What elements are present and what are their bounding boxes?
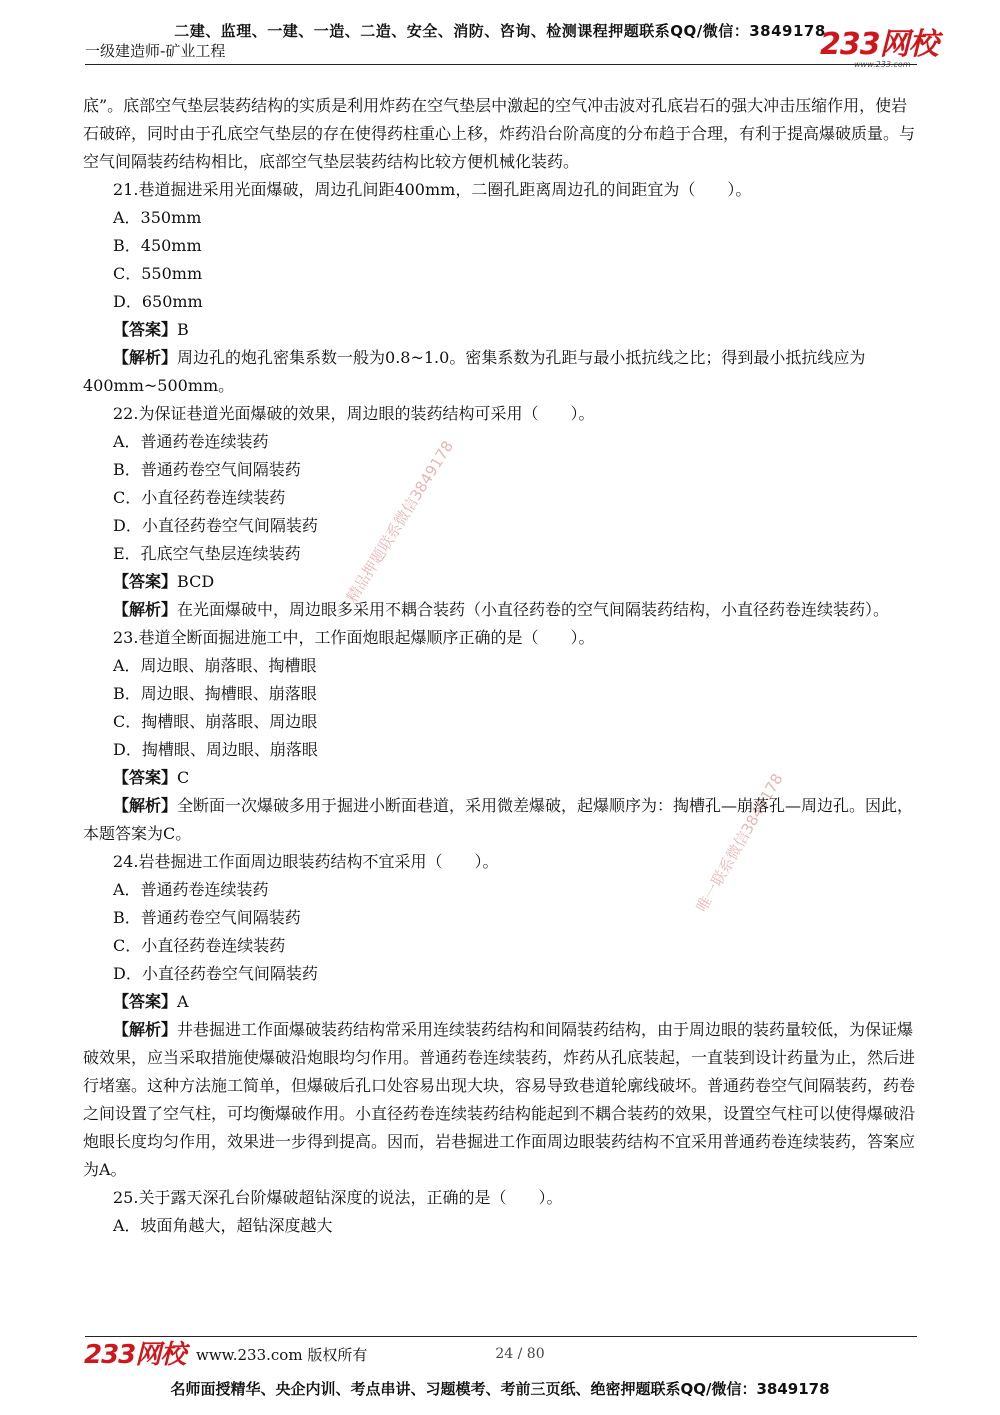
page-number: 24 / 80 xyxy=(495,1346,545,1362)
analysis-text: 井巷掘进工作面爆破装药结构常采用连续装药结构和间隔装药结构，由于周边眼的装药量较低，为保证爆破效果，应当采取措施使爆破沿炮眼均匀作用。普通药卷连续装药，炸药从孔底装起，一直装到设计药量为止，然后进行堵塞。这种方法施工简单，但爆破后孔口处容易出现大块，容易导致巷道轮廓线破坏。普通药卷空气间隔装药，药卷之间设置了空气柱，可均衡爆破作用。小直径药卷连续装药结构能起到不耦合装药的效果，设置空气柱可以使得爆破沿炮眼长度均匀作用，效果进一步得到提高。因而，岩巷掘进工作面周边眼装药结构不宜采用普通药卷连续装药，答案应为A。 xyxy=(83,1020,916,1179)
question-stem: 23.巷道全断面掘进施工中，工作面炮眼起爆顺序正确的是（ ）。 xyxy=(113,628,595,647)
answer-value: BCD xyxy=(177,572,215,591)
option: D．小直径药卷空气间隔装药 xyxy=(113,516,318,535)
analysis-text: 全断面一次爆破多用于掘进小断面巷道，采用微差爆破，起爆顺序为：掏槽孔—崩落孔—周边孔。因此，本题答案为C。 xyxy=(83,796,914,843)
option: A．坡面角越大，超钻深度越大 xyxy=(113,1216,333,1235)
answer-line xyxy=(83,316,919,344)
option: E．孔底空气垫层连续装药 xyxy=(113,544,301,563)
answer-value: C xyxy=(177,768,190,787)
analysis-line xyxy=(83,344,919,400)
watermark: 精品押题联系微信3849178 xyxy=(342,437,458,606)
question-23 xyxy=(83,624,919,848)
option: B．周边眼、掏槽眼、崩落眼 xyxy=(113,684,317,703)
answer-label: 【答案】 xyxy=(113,992,178,1011)
analysis-line xyxy=(83,792,919,848)
analysis-label: 【解析】 xyxy=(113,600,178,619)
option: A．普通药卷连续装药 xyxy=(113,880,269,899)
logo-text: 233网校 xyxy=(820,27,938,62)
intro-paragraph: 底”。底部空气垫层装药结构的实质是利用炸药在空气垫层中激起的空气冲击波对孔底岩石的强大冲击压缩作用，使岩石破碎，同时由于孔底空气垫层的存在使得药柱重心上移，炸药沿台阶高度的分布趋于合理，有利于提高爆破质量。与空气间隔装药结构相比，底部空气垫层装药结构比较方便机械化装药。 xyxy=(83,96,916,171)
analysis-label: 【解析】 xyxy=(113,1020,178,1039)
brand-logo-bottom: 233网校 xyxy=(84,1340,186,1370)
analysis-line xyxy=(83,1016,919,1184)
answer-value: B xyxy=(177,320,189,339)
option: A．周边眼、崩落眼、掏槽眼 xyxy=(113,656,317,675)
analysis-text: 周边孔的炮孔密集系数一般为0.8~1.0。密集系数为孔距与最小抵抗线之比；得到最小抵抗线应为400mm~500mm。 xyxy=(83,348,866,395)
analysis-line xyxy=(83,596,919,624)
header-banner: 二建、监理、一建、一造、二造、安全、消防、咨询、检测课程押题联系QQ/微信：3849178 xyxy=(174,22,826,40)
option: A．普通药卷连续装药 xyxy=(113,432,269,451)
logo-subtext: www.233.com xyxy=(854,60,911,69)
analysis-label: 【解析】 xyxy=(113,796,178,815)
answer-label: 【答案】 xyxy=(113,768,178,787)
option: B．普通药卷空气间隔装药 xyxy=(113,908,301,927)
question-24 xyxy=(83,848,919,1184)
option: B．普通药卷空气间隔装药 xyxy=(113,460,301,479)
question-stem: 25.关于露天深孔台阶爆破超钻深度的说法，正确的是（ ）。 xyxy=(113,1188,563,1207)
option: D．650mm xyxy=(113,292,203,311)
analysis-label: 【解析】 xyxy=(113,348,178,367)
question-stem: 21.巷道掘进采用光面爆破，周边孔间距400mm，二圈孔距离周边孔的间距宜为（ ）。 xyxy=(113,180,752,199)
question-21 xyxy=(83,176,919,400)
analysis-text: 在光面爆破中，周边眼多采用不耦合装药（小直径药卷的空气间隔装药结构，小直径药卷连续装药）。 xyxy=(177,600,890,619)
option: C．小直径药卷连续装药 xyxy=(113,488,286,507)
question-stem: 22.为保证巷道光面爆破的效果，周边眼的装药结构可采用（ ）。 xyxy=(113,404,595,423)
copyright-text: www.233.com 版权所有 xyxy=(196,1346,368,1364)
option: C．550mm xyxy=(113,264,203,283)
watermark: 唯一联系微信3849178 xyxy=(692,770,787,916)
question-22 xyxy=(83,400,919,624)
document-body xyxy=(83,92,919,1240)
answer-label: 【答案】 xyxy=(113,572,178,591)
option: B．450mm xyxy=(113,236,202,255)
option: A．350mm xyxy=(113,208,202,227)
header-divider xyxy=(85,64,917,65)
option: D．掏槽眼、周边眼、崩落眼 xyxy=(113,740,318,759)
question-25 xyxy=(83,1184,919,1240)
answer-line xyxy=(83,988,919,1016)
footer-divider xyxy=(85,1336,917,1337)
document-subject: 一级建造师-矿业工程 xyxy=(85,42,226,60)
option: D．小直径药卷空气间隔装药 xyxy=(113,964,318,983)
option: C．小直径药卷连续装药 xyxy=(113,936,286,955)
answer-value: A xyxy=(177,992,189,1011)
answer-line xyxy=(83,764,919,792)
option: C．掏槽眼、崩落眼、周边眼 xyxy=(113,712,318,731)
footer-banner: 名师面授精华、央企内训、考点串讲、习题模考、考前三页纸、绝密押题联系QQ/微信：3849178 xyxy=(170,1380,830,1398)
question-stem: 24.岩巷掘进工作面周边眼装药结构不宜采用（ ）。 xyxy=(113,852,499,871)
answer-line xyxy=(83,568,919,596)
answer-label: 【答案】 xyxy=(113,320,178,339)
